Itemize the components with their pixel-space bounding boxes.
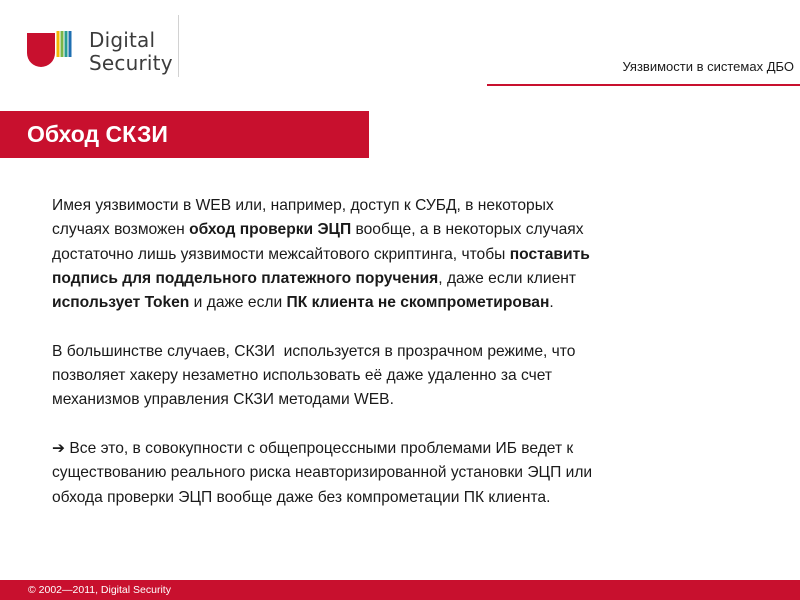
body-line: В большинстве случаев, СКЗИ используется в прозрачном режиме, что: [52, 342, 576, 360]
slide-body: [52, 194, 772, 510]
body-line: достаточно лишь уязвимости межсайтового скриптинга, чтобы поставить: [52, 245, 590, 263]
body-line: использует Token и даже если ПК клиента не скомпрометирован.: [52, 294, 554, 312]
logo-wordmark: [89, 29, 173, 75]
footer-copyright: © 2002—2011, Digital Security: [28, 584, 171, 596]
footer-bar: [0, 580, 800, 600]
header-title: Уязвимости в системах ДБО: [622, 59, 794, 74]
header-underline: [487, 84, 800, 86]
body-line: существованию реального риска неавторизированной установки ЭЦП или: [52, 464, 593, 482]
company-logo: [25, 27, 185, 79]
body-line: подпись для поддельного платежного поручения, даже если клиент: [52, 269, 576, 287]
logo-line-2: Security: [89, 51, 173, 75]
body-line: ➔ Все это, в совокупности с общепроцессными проблемами ИБ ведет к: [52, 439, 574, 457]
slide-title: Обход СКЗИ: [27, 121, 168, 147]
logo-line-1: Digital: [89, 28, 156, 52]
body-line: механизмов управления СКЗИ методами WEB.: [52, 391, 394, 409]
body-line: случаях возможен обход проверки ЭЦП вообще, а в некоторых случаях: [52, 221, 584, 239]
body-line: обхода проверки ЭЦП вообще даже без компрометации ПК клиента.: [52, 488, 551, 506]
slide-title-bar: [0, 111, 369, 158]
arrow-icon: ➔: [52, 439, 66, 457]
body-line: Имея уязвимости в WEB или, например, доступ к СУБД, в некоторых: [52, 197, 554, 214]
body-line: позволяет хакеру незаметно использовать её даже удаленно за счет: [52, 367, 553, 385]
logo-emblem-icon: [25, 27, 81, 75]
logo-divider: [178, 15, 179, 77]
